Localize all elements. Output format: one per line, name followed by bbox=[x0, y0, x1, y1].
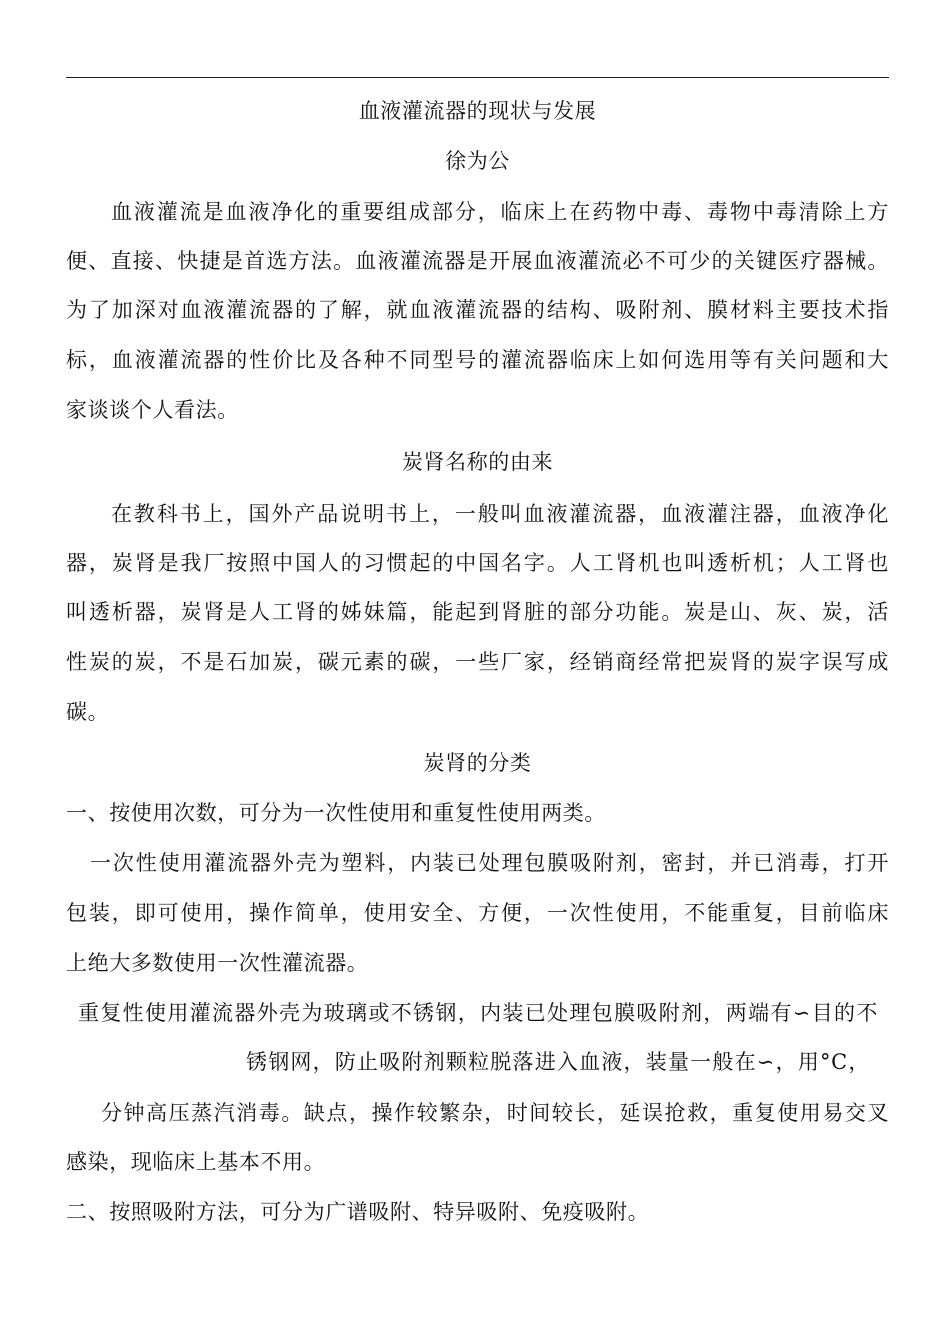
item1-para2-line-2: 锈钢网，防止吸附剂颗粒脱落进入血液，装量一般在∽，用°C， bbox=[246, 1050, 870, 1074]
author-name: 徐为公 bbox=[445, 149, 510, 173]
section1-line-1: 在教科书上，国外产品说明书上，一般叫血液灌流器，血液灌注器，血液净化 bbox=[111, 502, 889, 526]
section1-line-2: 器，炭肾是我厂按照中国人的习惯起的中国名字。人工肾机也叫透析机；人工肾也 bbox=[66, 551, 889, 575]
intro-line-3: 为了加深对血液灌流器的了解，就血液灌流器的结构、吸附剂、膜材料主要技术指 bbox=[66, 298, 889, 322]
section2-heading: 炭肾的分类 bbox=[423, 751, 532, 775]
section1-line-3: 叫透析器，炭肾是人工肾的姊妹篇，能起到肾脏的部分功能。炭是山、灰、炭，活 bbox=[66, 600, 889, 624]
item1-para2-line-1: 重复性使用灌流器外壳为玻璃或不锈钢，内装已处理包膜吸附剂，两端有∽目的不 bbox=[78, 1001, 878, 1025]
section1-line-5: 碳。 bbox=[66, 700, 110, 724]
item1-heading: 一、按使用次数，可分为一次性使用和重复性使用两类。 bbox=[66, 801, 606, 825]
item2-heading: 二、按照吸附方法，可分为广谱吸附、特异吸附、免疫吸附。 bbox=[66, 1200, 650, 1224]
item1-para1-line-1: 一次性使用灌流器外壳为塑料，内装已处理包膜吸附剂，密封，并已消毒，打开 bbox=[90, 851, 889, 875]
item1-para2-line-3: 分钟高压蒸汽消毒。缺点，操作较繁杂，时间较长，延误抢救，重复使用易交叉 bbox=[101, 1101, 889, 1125]
item1-para2-line-4: 感染，现临床上基本不用。 bbox=[66, 1150, 326, 1174]
header-rule bbox=[66, 77, 889, 78]
item1-para1-line-3: 上绝大多数使用一次性灌流器。 bbox=[66, 951, 369, 975]
section1-heading: 炭肾名称的由来 bbox=[401, 450, 554, 474]
intro-line-2: 便、直接、快捷是首选方法。血液灌流器是开展血液灌流必不可少的关键医疗器械。 bbox=[66, 249, 889, 273]
intro-line-4: 标，血液灌流器的性价比及各种不同型号的灌流器临床上如何选用等有关问题和大 bbox=[66, 348, 889, 372]
section1-line-4: 性炭的炭，不是石加炭，碳元素的碳，一些厂家，经销商经常把炭肾的炭字误写成 bbox=[66, 650, 889, 674]
intro-line-1: 血液灌流是血液净化的重要组成部分，临床上在药物中毒、毒物中毒清除上方 bbox=[111, 200, 889, 224]
document-title: 血液灌流器的现状与发展 bbox=[358, 99, 597, 123]
item1-para1-line-2: 包装，即可使用，操作简单，使用安全、方便，一次性使用，不能重复，目前临床 bbox=[66, 901, 889, 925]
intro-line-5: 家谈谈个人看法。 bbox=[66, 398, 239, 422]
